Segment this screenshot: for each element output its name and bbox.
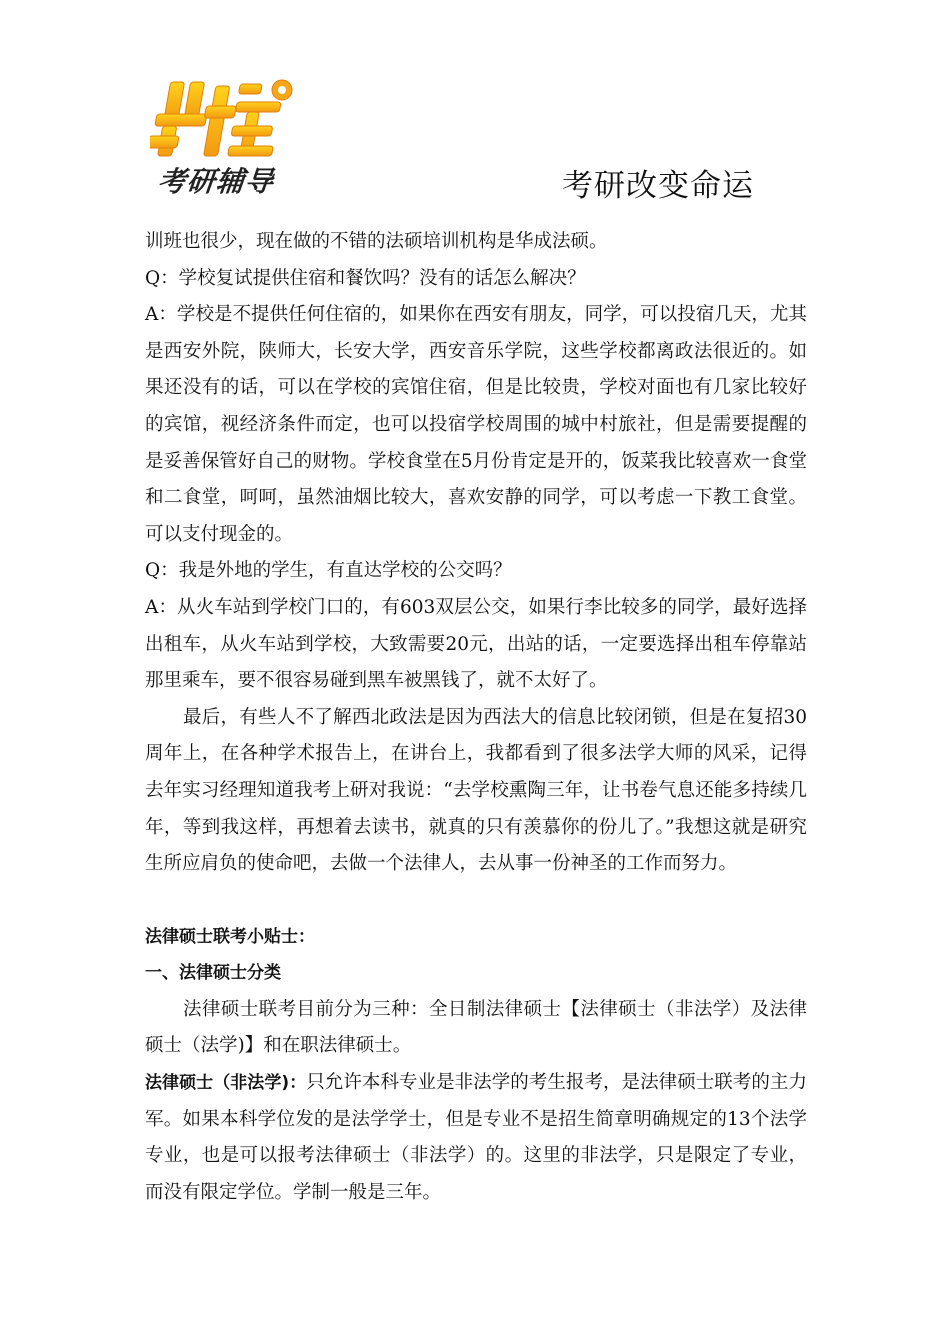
nonlaw-label: 法律硕士（非法学)：: [145, 1073, 307, 1094]
nonlaw-text: 只允许本科专业是非法学的考生报考，是法律硕士联考的主力军。如果本科学位发的是法学学士，但是专业不是招生简章明确规定的13个法学专业，也是可以报考法律硕士（非法学）的。这里的非法学，只是限定了专业，而没有限定学位。学制一般是三年。: [145, 1072, 807, 1203]
slogan: 考研改变命运: [562, 168, 754, 204]
paragraph: 训班也很少，现在做的不错的法硕培训机构是华成法硕。: [145, 231, 608, 252]
kaicheng-logo: [150, 74, 300, 202]
closing-paragraph: 最后，有些人不了解西北政法是因为西法大的信息比较闭锁，但是在复招30周年上，在各种学术报告上，在讲台上，我都看到了很多法学大师的风采，记得去年实习经理知道我考上研对我说：“去学校熏陶三年，让书卷气息还能多持续几年，等到我这样，再想着去读书，就真的只有羡慕你的份儿了。”我想这就是研究生所应肩负的使命吧，去做一个法律人，去从事一份神圣的工作而努力。: [145, 706, 807, 875]
question: Q：学校复试提供住宿和餐饮吗？没有的话怎么解决？: [145, 267, 586, 289]
answer: A：学校是不提供任何住宿的，如果你在西安有朋友，同学，可以投宿几天，尤其是西安外院，陕师大，长安大学，西安音乐学院，这些学校都离政法很近的。如果还没有的话，可以在学校的宾馆住宿，但是比较贵，学校对面也有几家比较好的宾馆，视经济条件而定，也可以投宿学校周围的城中村旅社，但是需要提醒的是妥善保管好自己的财物。学校食堂在5月份肯定是开的，饭菜我比较喜欢一食堂和二食堂，呵呵，虽然油烟比较大，喜欢安静的同学，可以考虑一下教工食堂。可以支付现金的。: [145, 304, 807, 545]
document-body: [145, 224, 807, 1211]
nonlaw-paragraph: [145, 1065, 807, 1211]
question: Q：我是外地的学生，有直达学校的公交吗？: [145, 560, 512, 582]
section-paragraph: 法律硕士联考目前分为三种：全日制法律硕士【法律硕士（非法学）及法律硕士（法学)】和在职法律硕士。: [145, 998, 807, 1057]
page-header: [0, 0, 950, 210]
answer: A：从火车站到学校门口的，有603双层公交，如果行李比较多的同学，最好选择出租车，从火车站到学校，大致需要20元，出站的话，一定要选择出租车停靠站那里乘车，要不很容易碰到黑车被黑钱了，就不太好了。: [145, 596, 807, 692]
kaicheng-logo-icon: [150, 74, 300, 160]
tips-title: 法律硕士联考小贴士：: [145, 926, 315, 947]
logo-subtitle: 考研辅导: [156, 165, 276, 198]
section-heading: 一、法律硕士分类: [145, 963, 281, 984]
spacer: [145, 883, 807, 919]
